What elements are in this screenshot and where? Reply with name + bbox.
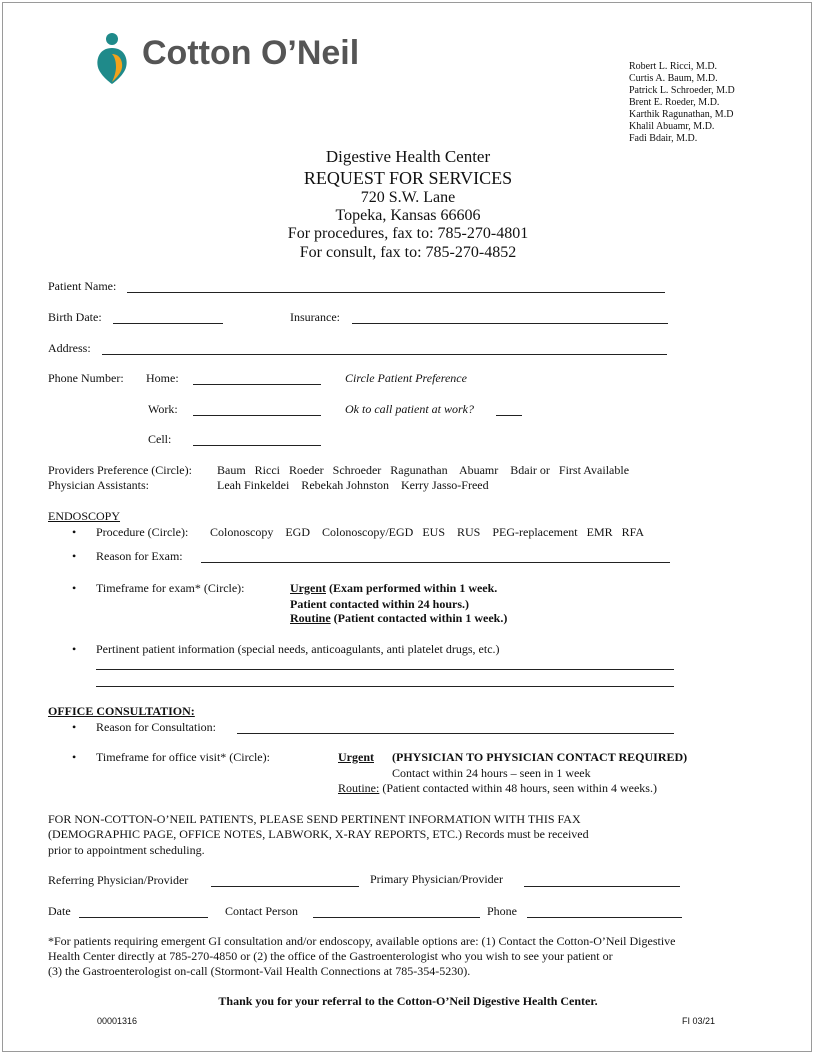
phone-field[interactable] (527, 917, 682, 918)
exam-urgent-line2: Patient contacted within 24 hours.) (290, 597, 469, 611)
insurance-field[interactable] (352, 323, 668, 324)
physician-4: Brent E. Roeder, M.D. (629, 97, 720, 108)
bullet: • (72, 642, 77, 656)
form-title: REQUEST FOR SERVICES (303, 168, 513, 188)
revision-code: FI 03/21 (682, 1016, 716, 1026)
office-routine-option[interactable] (338, 781, 657, 796)
reason-consultation-field[interactable] (237, 733, 674, 734)
office-routine-text: (Patient contacted within 48 hours, seen within 4 weeks.) (379, 781, 657, 795)
patient-name-field[interactable] (127, 292, 665, 293)
physician-2: Curtis A. Baum, M.D. (629, 73, 718, 84)
physician-3: Patrick L. Schroeder, M.D (629, 85, 735, 96)
physician-assistants-options[interactable]: Leah Finkeldei Rebekah Johnston Kerry Jasso-Freed (217, 478, 489, 492)
fax-consult: For consult, fax to: 785-270-4852 (299, 244, 517, 261)
physician-6: Khalil Abuamr, M.D. (629, 121, 715, 132)
notice-line-3: prior to appointment scheduling. (48, 843, 205, 857)
home-label: Home: (146, 371, 179, 385)
birth-date-label: Birth Date: (48, 310, 102, 324)
exam-routine-text: (Patient contacted within 1 week.) (330, 611, 508, 625)
office-urgent-text: (PHYSICIAN TO PHYSICIAN CONTACT REQUIRED) (392, 750, 688, 764)
contact-person-field[interactable] (313, 917, 480, 918)
bullet: • (72, 525, 77, 539)
notice-line-1: FOR NON-COTTON-O’NEIL PATIENTS, PLEASE SEND PERTINENT INFORMATION WITH THIS FAX (48, 812, 581, 826)
exam-timeframe-label: Timeframe for exam* (Circle): (96, 581, 245, 595)
address-line-2: Topeka, Kansas 66606 (335, 207, 481, 224)
providers-label: Providers Preference (Circle): (48, 463, 192, 477)
reason-exam-field[interactable] (201, 562, 670, 563)
date-field[interactable] (79, 917, 208, 918)
exam-routine-option[interactable] (290, 611, 507, 626)
notice-line-2: (DEMOGRAPHIC PAGE, OFFICE NOTES, LABWORK, X-RAY REPORTS, ETC.) Records must be received (48, 827, 589, 841)
address-line-1: 720 S.W. Lane (360, 189, 456, 206)
logo-text: Cotton O’Neil (142, 34, 360, 72)
primary-physician-field[interactable] (524, 886, 680, 887)
exam-urgent-word: Urgent (290, 581, 326, 595)
center-name: Digestive Health Center (325, 147, 491, 166)
patient-name-label: Patient Name: (48, 279, 117, 293)
address-label: Address: (48, 341, 91, 355)
phone-number-label: Phone Number: (48, 371, 124, 385)
birth-date-field[interactable] (113, 323, 223, 324)
contact-person-label: Contact Person (225, 904, 298, 918)
bullet: • (72, 549, 77, 563)
office-consultation-heading: OFFICE CONSULTATION: (48, 704, 195, 718)
fax-procedures: For procedures, fax to: 785-270-4801 (287, 225, 529, 242)
procedure-options[interactable]: Colonoscopy EGD Colonoscopy/EGD EUS RUS PEG-replacement EMR RFA (210, 525, 645, 539)
office-urgent-line2: Contact within 24 hours – seen in 1 week (392, 766, 591, 780)
circle-preference-note: Circle Patient Preference (345, 371, 467, 385)
date-label: Date (48, 904, 71, 918)
exam-routine-word: Routine (290, 611, 331, 625)
physician-1: Robert L. Ricci, M.D. (629, 61, 718, 72)
work-phone-field[interactable] (193, 415, 321, 416)
referring-physician-label: Referring Physician/Provider (48, 873, 189, 887)
primary-physician-label: Primary Physician/Provider (370, 872, 503, 886)
address-field[interactable] (102, 354, 667, 355)
logo (94, 30, 384, 86)
ok-call-work-field[interactable] (496, 415, 522, 416)
reason-exam-label: Reason for Exam: (96, 549, 183, 563)
referring-physician-field[interactable] (211, 886, 359, 887)
physician-5: Karthik Ragunathan, M.D (629, 109, 734, 120)
physician-assistants-label: Physician Assistants: (48, 478, 150, 492)
phone-label: Phone (487, 904, 517, 918)
cell-label: Cell: (148, 432, 172, 446)
insurance-label: Insurance: (290, 310, 340, 324)
reason-consultation-label: Reason for Consultation: (96, 720, 216, 734)
procedure-label: Procedure (Circle): (96, 525, 189, 539)
bullet: • (72, 581, 77, 595)
footnote-line-3: (3) the Gastroenterologist on-call (Stormont-Vail Health Connections at 785-354-5230). (48, 964, 471, 978)
cotton-oneil-logo-icon (94, 30, 134, 86)
exam-urgent-option[interactable] (290, 581, 497, 596)
exam-urgent-text: (Exam performed within 1 week. (326, 581, 498, 595)
providers-options[interactable]: Baum Ricci Roeder Schroeder Ragunathan Abuamr Bdair or First Available (217, 463, 630, 477)
office-timeframe-label: Timeframe for office visit* (Circle): (96, 750, 270, 764)
ok-call-work-label: Ok to call patient at work? (345, 402, 474, 416)
footnote-line-2: Health Center directly at 785-270-4850 or (2) the office of the Gastroenterologist who you wish to see your patient or (48, 949, 613, 963)
physician-7: Fadi Bdair, M.D. (629, 133, 698, 144)
office-routine-word: Routine: (338, 781, 380, 795)
cell-phone-field[interactable] (193, 445, 321, 446)
home-phone-field[interactable] (193, 384, 321, 385)
pertinent-info-field-1[interactable] (96, 669, 674, 670)
thank-you-note: Thank you for your referral to the Cotton-O’Neil Digestive Health Center. (218, 994, 598, 1008)
footnote-line-1: *For patients requiring emergent GI consultation and/or endoscopy, available options are: (1) Contact the Cotton-O’Neil Digestive (48, 934, 676, 948)
bullet: • (72, 720, 77, 734)
pertinent-info-field-2[interactable] (96, 686, 674, 687)
endoscopy-heading: ENDOSCOPY (48, 509, 121, 523)
bullet: • (72, 750, 77, 764)
office-urgent-option[interactable]: Urgent (338, 750, 374, 764)
work-label: Work: (148, 402, 178, 416)
pertinent-info-label: Pertinent patient information (special needs, anticoagulants, anti platelet drugs, etc.) (96, 642, 500, 656)
form-number: 00001316 (97, 1016, 138, 1026)
